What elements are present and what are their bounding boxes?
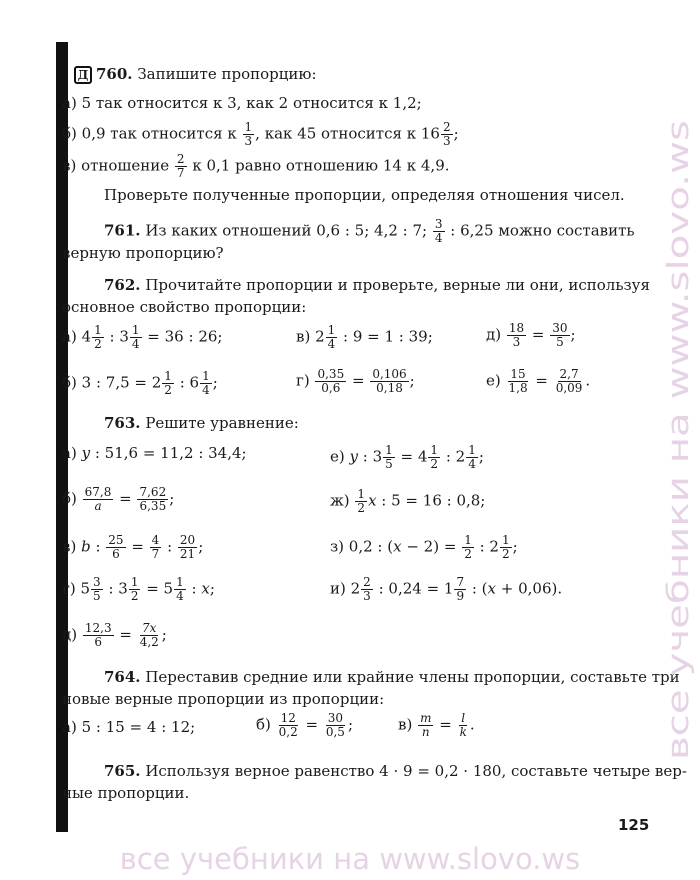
- problem-762-b: б) 3 : 7,5 = 2 $\frac{1}{2}$ : 6 $\frac{1}{4}$ ;: [62, 369, 218, 397]
- problem-763-z: з) 0,2 : (x − 2) = $\frac{1}{2}$ : 2 $\frac{1}{2}$ ;: [330, 533, 518, 561]
- problem-763-zh: ж) $\frac{1}{2}$ x : 5 = 16 : 0,8;: [330, 487, 486, 515]
- problem-762-a: а) 4 $\frac{1}{2}$ : 3 $\frac{1}{4}$ = 36 : 26;: [62, 323, 223, 351]
- page-number: 125: [618, 816, 650, 834]
- problem-765-line2: ные пропорции.: [62, 784, 190, 802]
- problem-764-line2: новые верные пропорции из пропорции:: [62, 690, 385, 708]
- problem-765-line1: 765. Используя верное равенство 4 · 9 = 0,2 · 180, составьте четыре вер-: [104, 762, 687, 780]
- watermark-horizontal: все учебники на www.slovo.ws: [119, 842, 581, 876]
- problem-763-title: 763. Решите уравнение:: [104, 414, 299, 432]
- problem-763-i: и) 2 $\frac{2}{3}$ : 0,24 = 1 $\frac{7}{9}$ : (x + 0,06).: [330, 575, 563, 603]
- problem-760-title: Д 760. Запишите пропорцию:: [74, 65, 317, 84]
- homework-icon: Д: [74, 66, 92, 84]
- problem-763-b: б) $\frac{67,8}{a}$ = $\frac{7,62}{6,35}$ ;: [62, 485, 175, 513]
- problem-762-d: д) $\frac{18}{3}$ = $\frac{30}{5}$ ;: [486, 321, 576, 349]
- problem-760-b: б) 0,9 так относится к $\frac{1}{3}$ , как 45 относится к 16 $\frac{2}{3}$ ;: [62, 120, 459, 148]
- problem-763-a: а) y : 51,6 = 11,2 : 34,4;: [62, 444, 247, 462]
- problem-764-b: б) $\frac{12}{0,2}$ = $\frac{30}{0,5}$ ;: [256, 711, 354, 739]
- problem-763-g: г) 5 $\frac{3}{5}$ : 3 $\frac{1}{2}$ = 5 $\frac{1}{4}$ : x;: [62, 575, 215, 603]
- problem-761-line1: 761. Из каких отношений 0,6 : 5; 4,2 : 7; $\frac{3}{4}$ : 6,25 можно составить: [104, 217, 635, 245]
- problem-764-line1: 764. Переставив средние или крайние члены пропорции, составьте три: [104, 668, 680, 686]
- problem-762-e: е) $\frac{15}{1,8}$ = $\frac{2,7}{0,09}$ .: [486, 367, 591, 395]
- problem-760-a: а) 5 так относится к 3, как 2 относится к 1,2;: [62, 94, 422, 112]
- problem-760-check: Проверьте полученные пропорции, определяя отношения чисел.: [104, 186, 625, 204]
- problem-762-g: г) $\frac{0,35}{0,6}$ = $\frac{0,106}{0,18}$ ;: [296, 367, 415, 395]
- problem-760-v: в) отношение $\frac{2}{7}$ к 0,1 равно отношению 14 к 4,9.: [62, 152, 450, 180]
- svg-text:все учебники на www.slovo.ws: все учебники на www.slovo.ws: [661, 299, 695, 760]
- problem-762-v: в) 2 $\frac{1}{4}$ : 9 = 1 : 39;: [296, 323, 433, 351]
- problem-764-v: в) $\frac{m}{n}$ = $\frac{l}{k}$ .: [398, 711, 475, 739]
- problem-763-e: е) y : 3 $\frac{1}{5}$ = 4 $\frac{1}{2}$ : 2 $\frac{1}{4}$ ;: [330, 443, 484, 471]
- problem-761-line2: верную пропорцию?: [62, 244, 224, 262]
- problem-763-d: д) $\frac{12,3}{6}$ = $\frac{7x}{4,2}$ ;: [62, 621, 167, 649]
- problem-762-line2: основное свойство пропорции:: [62, 298, 307, 316]
- watermark-vertical: [660, 110, 700, 760]
- problem-764-a: а) 5 : 15 = 4 : 12;: [62, 718, 196, 736]
- problem-763-v: в) b : $\frac{25}{6}$ = $\frac{4}{7}$ : $\frac{20}{21}$ ;: [62, 533, 204, 561]
- problem-762-line1: 762. Прочитайте пропорции и проверьте, верные ли они, используя: [104, 276, 650, 294]
